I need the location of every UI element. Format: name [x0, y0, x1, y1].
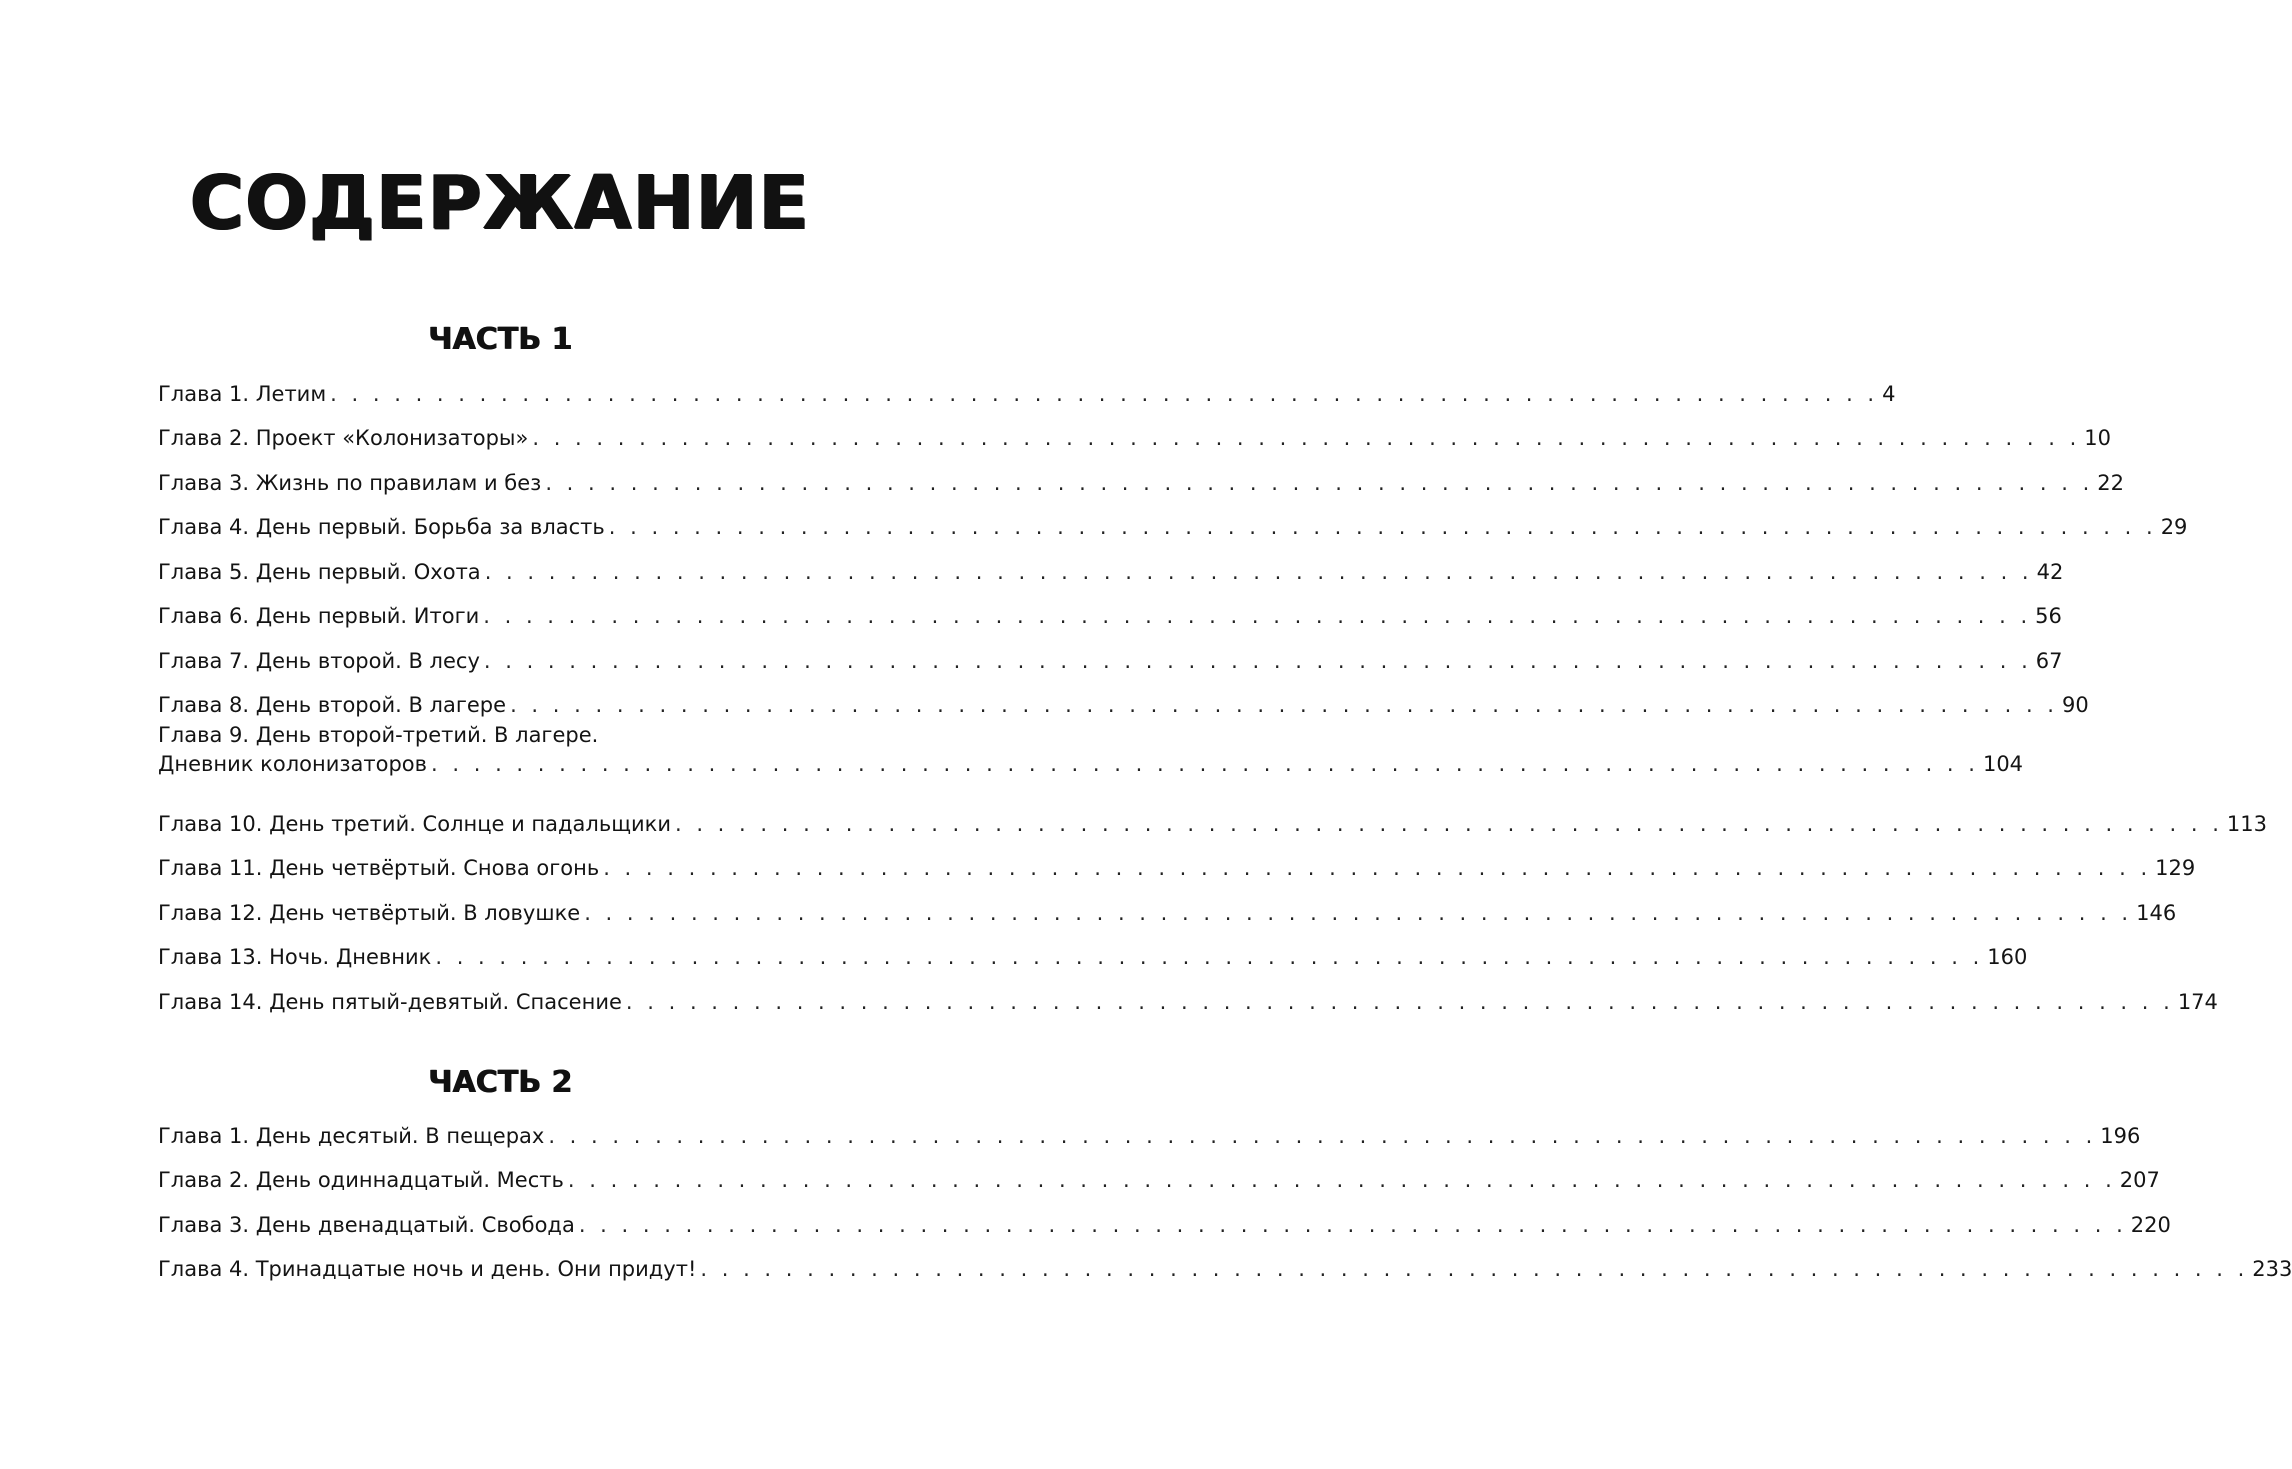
toc-entry[interactable]	[158, 498, 2188, 543]
dot-leader: . . . . . . . . . . . . . . . . . . . . . . . . . . . . . . . . . . . . . . . . . . . . . . . . . . . . . . . . . . . . . . . . . . . . . . . . .	[510, 693, 2058, 717]
entry-title: Глава 13. Ночь. Дневник	[158, 945, 432, 969]
entry-page: 233	[2252, 1257, 2292, 1281]
entry-title: Глава 1. День десятый. В пещерах	[158, 1123, 545, 1148]
part-title-1: ЧАСТЬ 1	[427, 322, 573, 357]
entry-page: 56	[2035, 604, 2062, 628]
entry-title: Глава 7. День второй. В лесу	[158, 648, 480, 673]
entry-title: Глава 2. День одиннадцатый. Месть	[158, 1168, 564, 1192]
dot-leader: . . . . . . . . . . . . . . . . . . . . . . . . . . . . . . . . . . . . . . . . . . . . . . . . . . . . . . . . . . . . . . . . . . . . . . . . .	[674, 811, 2223, 836]
toc-entry[interactable]	[158, 972, 2218, 1017]
dot-leader: . . . . . . . . . . . . . . . . . . . . . . . . . . . . . . . . . . . . . . . . . . . . . . . . . . . . . . . . . . . . . . . . . . . . . . . . .	[545, 470, 2094, 495]
entry-page: 90	[2061, 693, 2089, 717]
toc-entry[interactable]	[158, 364, 1896, 409]
entry-page: 22	[2097, 470, 2124, 495]
entry-title: Глава 11. День четвёртый. Снова огонь	[158, 856, 600, 880]
toc-entry[interactable]	[158, 839, 2196, 884]
dot-leader: . . . . . . . . . . . . . . . . . . . . . . . . . . . . . . . . . . . . . . . . . . . . . . . . . . . . . . . . . . . . . . . . . . . . . . . . .	[483, 648, 2032, 673]
toc-entry[interactable]	[158, 453, 2124, 498]
entry-page: 113	[2226, 811, 2267, 836]
entry-page: 10	[2084, 426, 2111, 450]
dot-leader: . . . . . . . . . . . . . . . . . . . . . . . . . . . . . . . . . . . . . . . . . . . . . . . . . . . . . . . . . . . . . . . . . . . . . . . . .	[532, 426, 2081, 450]
toc-entry[interactable]	[158, 928, 2028, 973]
toc-entry[interactable]	[158, 542, 2064, 587]
entry-title: Глава 14. День пятый-девятый. Спасение	[158, 989, 622, 1014]
dot-leader: . . . . . . . . . . . . . . . . . . . . . . . . . . . . . . . . . . . . . . . . . . . . . . . . . . . . . . . . . . . . . . . . . . . . . . . . .	[567, 1168, 2116, 1192]
entry-title: Глава 8. День второй. В лагере	[158, 693, 507, 717]
entry-title: Глава 1. Летим	[158, 381, 327, 406]
toc-entry[interactable]	[158, 587, 2062, 632]
entry-title: Глава 4. Тринадцатые ночь и день. Они придут!	[158, 1257, 697, 1281]
entry-title: Глава 3. День двенадцатый. Свобода	[158, 1212, 575, 1237]
dot-leader: . . . . . . . . . . . . . . . . . . . . . . . . . . . . . . . . . . . . . . . . . . . . . . . . . . . . . . . . . . . . . . . . . . . . . . . . .	[431, 752, 1979, 776]
toc-entry[interactable]	[158, 1151, 2160, 1196]
entry-title: Глава 5. День первый. Охота	[158, 559, 481, 584]
toc-entry[interactable]	[158, 1195, 2171, 1240]
part-title-2: ЧАСТЬ 2	[427, 1065, 573, 1100]
dot-leader: . . . . . . . . . . . . . . . . . . . . . . . . . . . . . . . . . . . . . . . . . . . . . . . . . . . . . . . . . . . . . . . . . . . . . . . . .	[625, 989, 2174, 1014]
dot-leader: . . . . . . . . . . . . . . . . . . . . . . . . . . . . . . . . . . . . . . . . . . . . . . . . . . . . . . . . . . . . . . . . . . . . . . . . .	[584, 900, 2133, 925]
entry-second-line	[158, 750, 2024, 779]
toc-entry[interactable]	[158, 1106, 2141, 1151]
dot-leader: . . . . . . . . . . . . . . . . . . . . . . . . . . . . . . . . . . . . . . . . . . . . . . . . . . . . . . . . . . . . . . . . . . . . . . . . .	[548, 1123, 2097, 1148]
entry-page: 196	[2100, 1123, 2141, 1148]
entry-title-continued: Дневник колонизаторов	[158, 752, 428, 776]
toc-entry[interactable]	[158, 1240, 2292, 1285]
toc-entry[interactable]	[158, 409, 2111, 454]
dot-leader: . . . . . . . . . . . . . . . . . . . . . . . . . . . . . . . . . . . . . . . . . . . . . . . . . . . . . . . . . . . . . . . . . . . . . . . . .	[608, 515, 2157, 539]
entry-page: 146	[2136, 900, 2177, 925]
toc-entry[interactable]	[158, 676, 2089, 721]
entry-title: Глава 2. Проект «Колонизаторы»	[158, 426, 529, 450]
entry-page: 174	[2177, 989, 2218, 1014]
entry-title: Глава 9. День второй-третий. В лагере.	[158, 723, 599, 747]
entry-title: Глава 12. День четвёртый. В ловушке	[158, 900, 581, 925]
dot-leader: . . . . . . . . . . . . . . . . . . . . . . . . . . . . . . . . . . . . . . . . . . . . . . . . . . . . . . . . . . . . . . . . . . . . . . . . .	[330, 381, 1879, 406]
dot-leader: . . . . . . . . . . . . . . . . . . . . . . . . . . . . . . . . . . . . . . . . . . . . . . . . . . . . . . . . . . . . . . . . . . . . . . . . .	[435, 945, 1984, 969]
entry-page: 160	[1987, 945, 2028, 969]
entry-page: 29	[2160, 515, 2188, 539]
dot-leader: . . . . . . . . . . . . . . . . . . . . . . . . . . . . . . . . . . . . . . . . . . . . . . . . . . . . . . . . . . . . . . . . . . . . . . . . .	[484, 559, 2033, 584]
entry-title: Глава 3. Жизнь по правилам и без	[158, 470, 542, 495]
entry-title: Глава 6. День первый. Итоги	[158, 604, 480, 628]
entry-title: Глава 10. День третий. Солнце и падальщики	[158, 811, 671, 836]
entry-page: 67	[2035, 648, 2063, 673]
entry-page: 207	[2119, 1168, 2160, 1192]
toc-entry[interactable]	[158, 631, 2063, 676]
entry-page: 42	[2036, 559, 2064, 584]
entry-page: 104	[1982, 752, 2024, 776]
entry-title: Глава 4. День первый. Борьба за власть	[158, 515, 605, 539]
dot-leader: . . . . . . . . . . . . . . . . . . . . . . . . . . . . . . . . . . . . . . . . . . . . . . . . . . . . . . . . . . . . . . . . . . . . . . . . .	[603, 856, 2152, 880]
toc-entry[interactable]	[158, 883, 2177, 928]
entry-page: 129	[2155, 856, 2196, 880]
toc-list-part-1	[158, 364, 2267, 1017]
page-title: СОДЕРЖАНИЕ	[189, 160, 811, 246]
toc-list-part-2	[158, 1106, 2292, 1284]
toc-entry[interactable]	[158, 720, 2024, 794]
dot-leader: . . . . . . . . . . . . . . . . . . . . . . . . . . . . . . . . . . . . . . . . . . . . . . . . . . . . . . . . . . . . . . . . . . . . . . . . .	[578, 1212, 2127, 1237]
dot-leader: . . . . . . . . . . . . . . . . . . . . . . . . . . . . . . . . . . . . . . . . . . . . . . . . . . . . . . . . . . . . . . . . . . . . . . . . .	[483, 604, 2032, 628]
dot-leader: . . . . . . . . . . . . . . . . . . . . . . . . . . . . . . . . . . . . . . . . . . . . . . . . . . . . . . . . . . . . . . . . . . . . . . . . .	[700, 1257, 2249, 1281]
entry-page: 4	[1882, 381, 1896, 406]
entry-page: 220	[2130, 1212, 2171, 1237]
toc-entry[interactable]	[158, 794, 2267, 839]
